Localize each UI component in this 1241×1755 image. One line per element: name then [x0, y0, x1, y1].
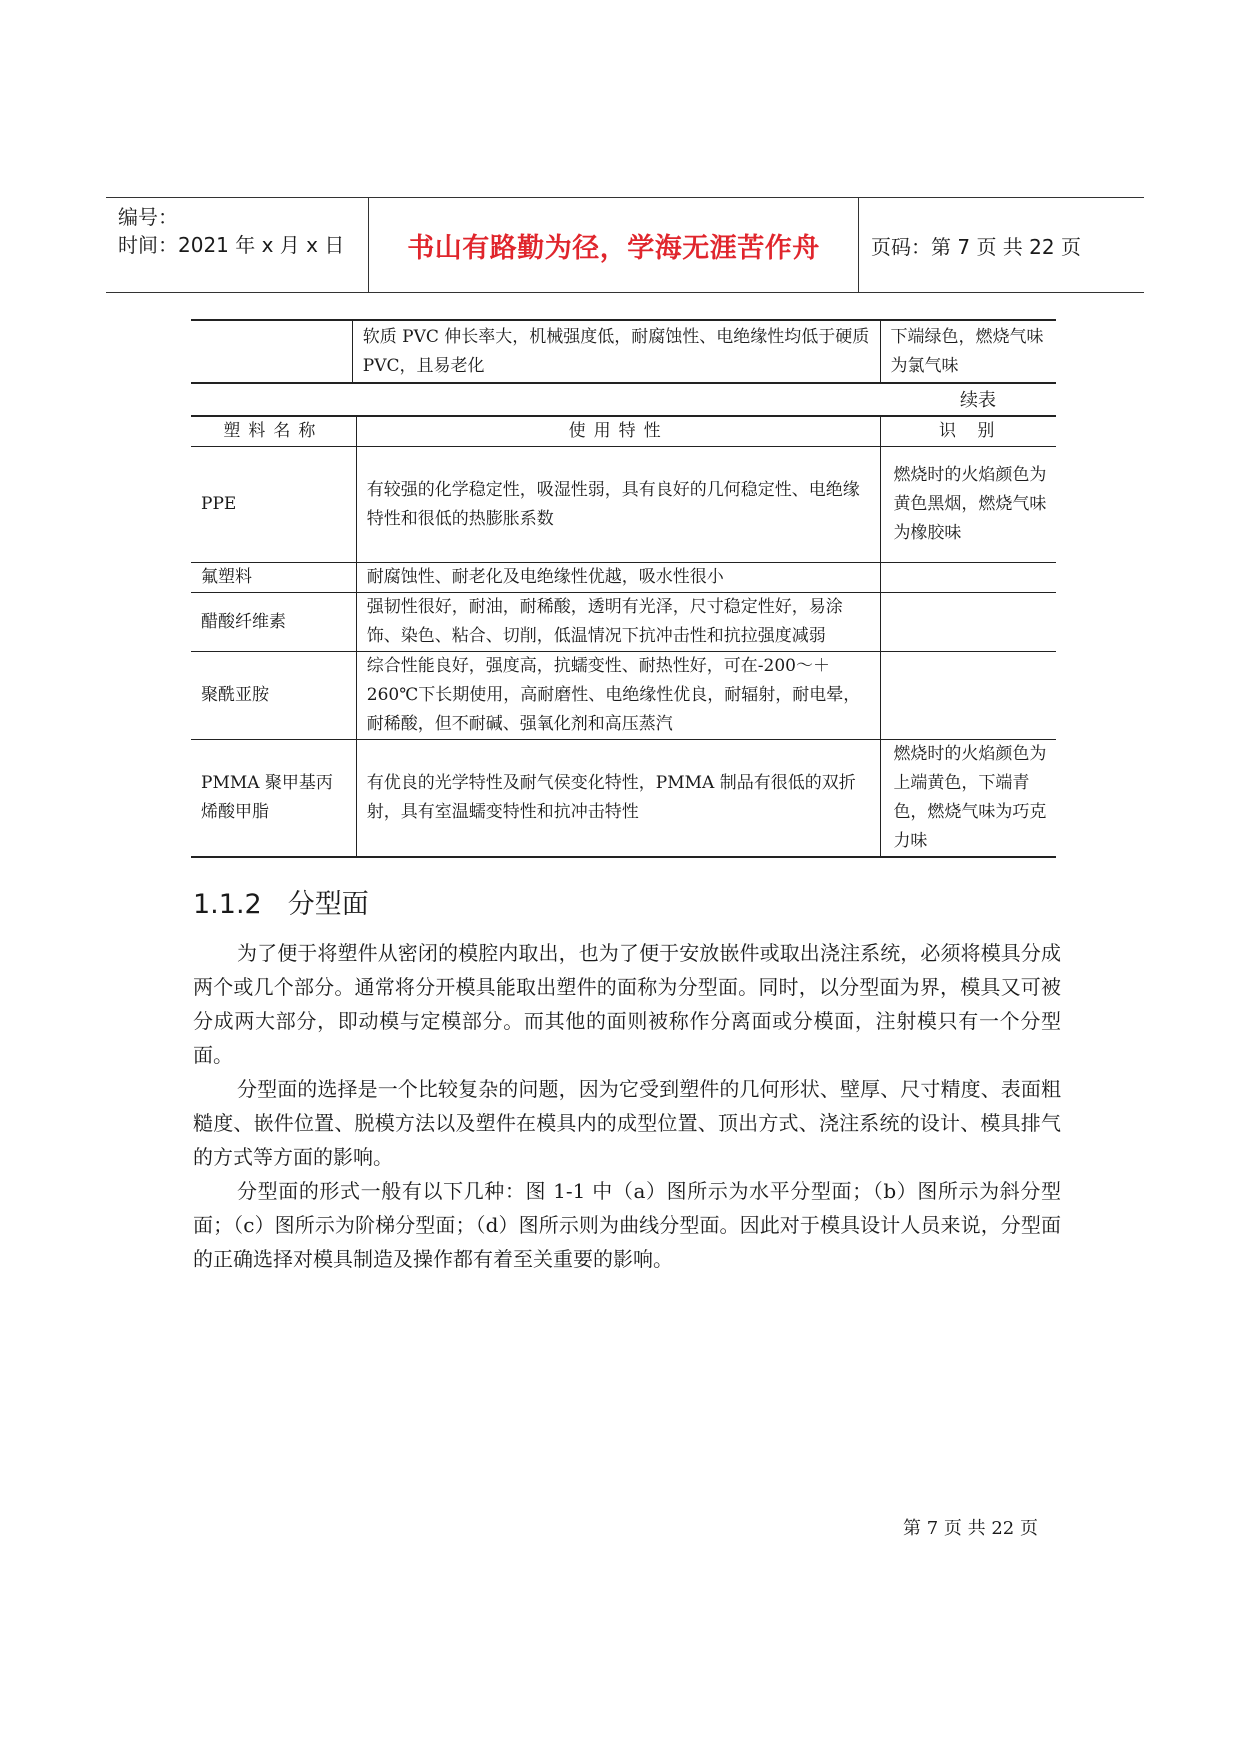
plastic-name: PMMA 聚甲基丙烯酸甲脂: [191, 740, 356, 858]
plastic-identification: [881, 652, 1056, 740]
plastic-identification: [881, 593, 1056, 652]
plastic-identification: [881, 563, 1056, 593]
section-number: 1.1.2: [193, 889, 262, 920]
continued-label: 续表: [960, 390, 996, 411]
plastic-properties: 强韧性很好，耐油，耐稀酸，透明有光泽，尺寸稳定性好，易涂饰、染色、粘合、切削，低温情况下抗冲击性和抗拉强度减弱: [356, 593, 881, 652]
plastic-properties: 综合性能良好，强度高，抗蠕变性、耐热性好，可在-200～＋260℃下长期使用，高耐磨性、电绝缘性优良，耐辐射，耐电晕，耐稀酸，但不耐碱、强氧化剂和高压蒸汽: [356, 652, 881, 740]
table-row: [191, 740, 1056, 858]
plastic-name: 聚酰亚胺: [191, 652, 356, 740]
plastic-properties: 有优良的光学特性及耐气侯变化特性，PMMA 制品有很低的双折射，具有室温蠕变特性和抗冲击特性: [356, 740, 881, 858]
column-header: 使用特性: [356, 416, 881, 447]
paragraph: 为了便于将塑件从密闭的模腔内取出，也为了便于安放嵌件或取出浇注系统，必须将模具分成两个或几个部分。通常将分开模具能取出塑件的面称为分型面。同时，以分型面为界，模具又可被分成两大部分，即动模与定模部分。而其他的面则被称作分离面或分模面，注射模只有一个分型面。: [193, 941, 1061, 1067]
table-row: [191, 593, 1056, 652]
plastic-name: 氟塑料: [191, 563, 356, 593]
plastic-properties: 耐腐蚀性、耐老化及电绝缘性优越，吸水性很小: [356, 563, 881, 593]
page-footer: 第 7 页 共 22 页: [903, 1518, 1038, 1539]
table-cell: 软质 PVC 伸长率大，机械强度低，耐腐蚀性、电绝缘性均低于硬质 PVC，且易老化: [352, 320, 880, 383]
plastic-identification: 燃烧时的火焰颜色为上端黄色，下端青色，燃烧气味为巧克力味: [881, 740, 1056, 858]
motto: 书山有路勤为径，学海无涯苦作舟: [369, 198, 859, 292]
plastic-name: 醋酸纤维素: [191, 593, 356, 652]
top-table: [191, 319, 1056, 384]
document-header: [106, 197, 1144, 293]
column-header: 识 别: [881, 416, 1056, 447]
paragraph: 分型面的选择是一个比较复杂的问题，因为它受到塑件的几何形状、壁厚、尺寸精度、表面粗糙度、嵌件位置、脱模方法以及塑件在模具内的成型位置、顶出方式、浇注系统的设计、模具排气的方式等方面的影响。: [193, 1077, 1061, 1169]
plastic-identification: 燃烧时的火焰颜色为黄色黑烟，燃烧气味为橡胶味: [881, 447, 1056, 563]
table-row: [191, 652, 1056, 740]
column-header: 塑料名称: [191, 416, 356, 447]
plastics-table: [191, 415, 1056, 858]
table-row: [191, 563, 1056, 593]
serial-number-label: 编号：: [118, 205, 178, 229]
section-heading: [193, 882, 369, 921]
date-label: 时间：2021 年 x 月 x 日: [118, 233, 345, 257]
table-row: [191, 320, 1056, 383]
header-meta: [106, 198, 369, 292]
plastic-properties: 有较强的化学稳定性，吸湿性弱，具有良好的几何稳定性、电绝缘特性和很低的热膨胀系数: [356, 447, 881, 563]
table-cell: 下端绿色，燃烧气味为氯气味: [880, 320, 1056, 383]
table-header-row: [191, 416, 1056, 447]
header-page-label: 页码：第 7 页 共 22 页: [871, 234, 1081, 259]
table-row: [191, 447, 1056, 563]
plastic-name: PPE: [191, 447, 356, 563]
paragraph: 分型面的形式一般有以下几种：图 1-1 中（a）图所示为水平分型面；（b）图所示为斜分型面；（c）图所示为阶梯分型面；（d）图所示则为曲线分型面。因此对于模具设计人员来说，分型面的正确选择对模具制造及操作都有着至关重要的影响。: [193, 1179, 1061, 1271]
section-title: 分型面: [287, 889, 369, 920]
table-cell: [191, 320, 352, 383]
